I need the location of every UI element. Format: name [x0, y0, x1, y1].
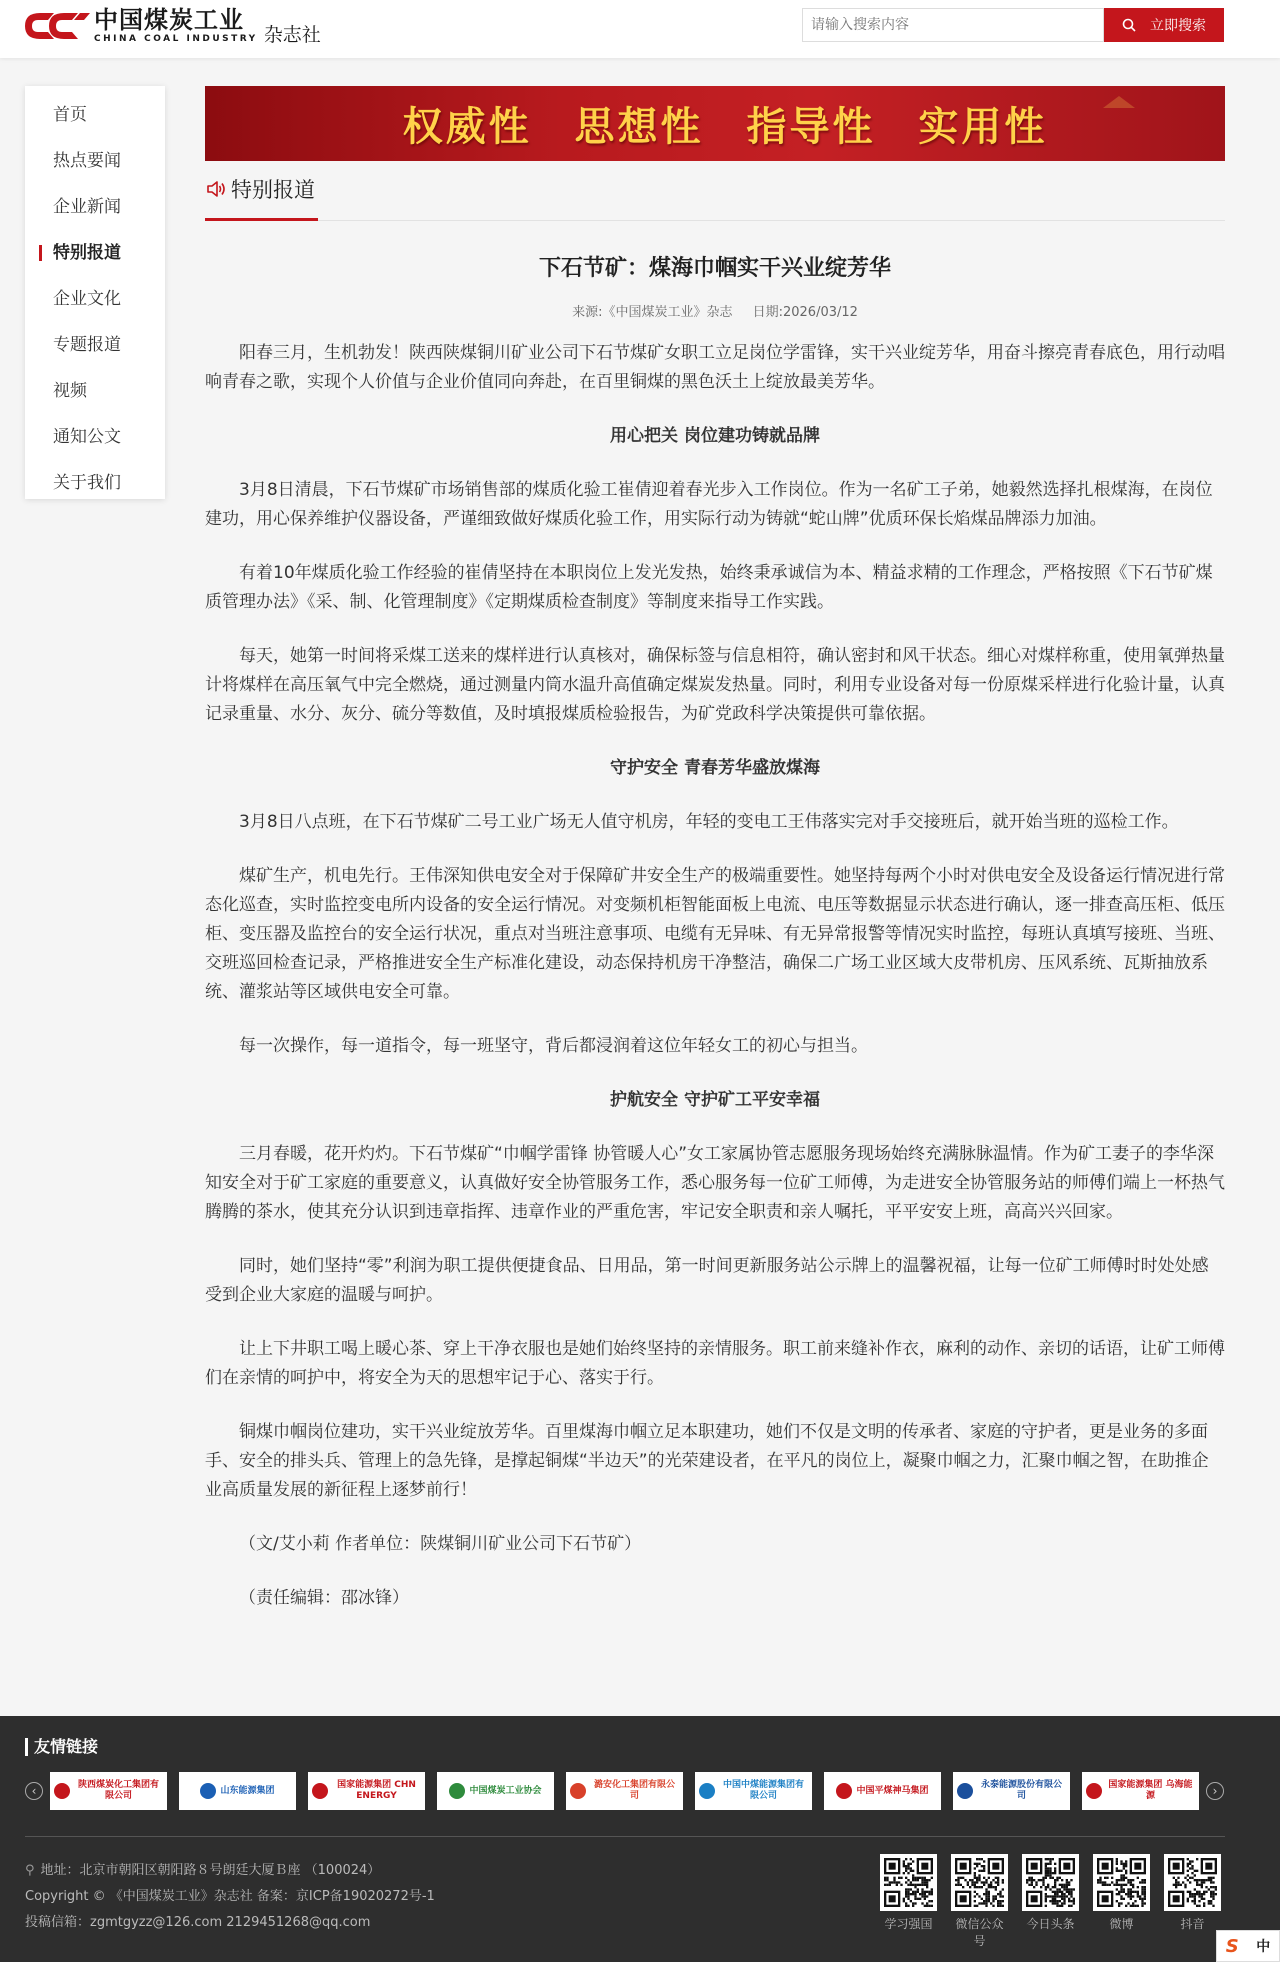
- qr-code-box: [951, 1854, 1008, 1911]
- main-content: [205, 86, 1225, 1638]
- partner-name: 国家能源集团 乌海能源: [1108, 1780, 1193, 1801]
- partner-name: 中国中煤能源集团有限公司: [722, 1780, 804, 1801]
- sidebar-item-hot-news[interactable]: 热点要闻: [53, 151, 121, 171]
- logo-mark-icon: [24, 9, 90, 43]
- section-title-label: 特别报道: [231, 177, 315, 202]
- sidebar-item-video[interactable]: 视频: [53, 381, 87, 401]
- article-subheading: 护航安全 守护矿工平安幸福: [610, 1090, 820, 1110]
- partner-name: 中国平煤神马集团: [856, 1785, 929, 1796]
- qr-code-icon: [1168, 1858, 1217, 1907]
- article-source: 来源:《中国煤炭工业》杂志: [572, 305, 733, 320]
- partner-name: 山东能源集团: [220, 1785, 275, 1796]
- article-date: 日期:2026/03/12: [752, 305, 858, 320]
- footer-divider: [25, 1836, 1225, 1837]
- partner-link[interactable]: [824, 1772, 941, 1810]
- article-subheading: 守护安全 青春芳华盛放煤海: [610, 758, 820, 778]
- qr-code-label: 今日头条: [1026, 1917, 1075, 1931]
- qr-code-label: 抖音: [1180, 1917, 1205, 1931]
- article-paragraph: （文/艾小莉 作者单位：陕煤铜川矿业公司下石节矿）: [239, 1534, 642, 1554]
- sidebar-item-enterprise-news[interactable]: 企业新闻: [53, 197, 121, 217]
- article-body: [205, 339, 1225, 1613]
- partner-name: 陕西煤炭化工集团有限公司: [77, 1780, 159, 1801]
- partner-logo-icon: [54, 1783, 70, 1799]
- partner-logo-icon: [957, 1783, 973, 1799]
- friend-links-title: 友情链接: [25, 1738, 98, 1756]
- partner-name: 潞安化工集团有限公司: [593, 1780, 675, 1801]
- sidebar-item-special-report[interactable]: 特别报道: [25, 230, 165, 276]
- article-paragraph: 煤矿生产，机电先行。王伟深知供电安全对于保障矿井安全生产的极端重要性。她坚持每两个小时对供电安全及设备运行情况进行常态化巡查，实时监控变电所内设备的安全运行情况。对变频机柜智能面板上电流、电压等数据显示状态进行确认，逐一排查高压柜、低压柜、变压器及监控台的安全运行状况，重点对当班注意事项、电缆有无异味、有无异常报警等情况实时监控，每班认真填写接班、当班、交班巡回检查记录，严格推进安全生产标准化建设，动态保持机房干净整洁，确保二广场工业区域大皮带机房、压风系统、瓦斯抽放系统、灌浆站等区域供电安全可靠。: [205, 866, 1225, 1002]
- article-paragraph: 让上下井职工喝上暖心茶、穿上干净衣服也是她们始终坚持的亲情服务。职工前来缝补作衣，麻利的动作、亲切的话语，让矿工师傅们在亲情的呵护中，将安全为天的思想牢记于心、落实于行。: [205, 1339, 1225, 1388]
- search-input[interactable]: [802, 8, 1104, 42]
- partner-logo-icon: [1086, 1783, 1102, 1799]
- qr-code-icon: [1097, 1858, 1146, 1907]
- partner-link[interactable]: [695, 1772, 812, 1810]
- partner-link[interactable]: [50, 1772, 167, 1810]
- search-button[interactable]: [1104, 8, 1224, 42]
- qr-code-box: [1093, 1854, 1150, 1911]
- qr-code-box: [880, 1854, 937, 1911]
- sidebar-item-culture[interactable]: 企业文化: [53, 289, 121, 309]
- sidebar-item-home[interactable]: 首页: [53, 105, 87, 125]
- article-title: 下石节矿：煤海巾帼实干兴业绽芳华: [538, 256, 891, 281]
- partner-logo-icon: [449, 1783, 465, 1799]
- qr-code-item[interactable]: [880, 1854, 937, 1949]
- floating-badge-label: 中: [1256, 1939, 1271, 1955]
- footer-address: 地址：北京市朝阳区朝阳路８号朗廷大厦Ｂ座 （100024）: [40, 1863, 381, 1878]
- sidebar-item-topics[interactable]: 专题报道: [53, 335, 121, 355]
- partner-links: [50, 1772, 1199, 1810]
- partner-logo-icon: [699, 1783, 715, 1799]
- qr-code-item[interactable]: [1093, 1854, 1150, 1949]
- site-header: [0, 0, 1280, 58]
- sogou-icon: S: [1225, 1935, 1239, 1957]
- partner-logo-icon: [570, 1783, 586, 1799]
- partner-logo-icon: [200, 1783, 216, 1799]
- qr-code-item[interactable]: [1022, 1854, 1079, 1949]
- speaker-icon: [205, 178, 227, 200]
- qr-code-label: 微信公众号: [955, 1917, 1004, 1948]
- partner-link[interactable]: [953, 1772, 1070, 1810]
- logo-english: CHINA COAL INDUSTRY: [94, 34, 258, 44]
- section-header: [205, 161, 1225, 221]
- article-paragraph: 有着10年煤质化验工作经验的崔倩坚持在本职岗位上发光发热，始终秉承诚信为本、精益求精的工作理念，严格按照《下石节矿煤质管理办法》《采、制、化管理制度》《定期煤质检查制度》等制度来指导工作实践。: [205, 563, 1213, 612]
- footer-email: 投稿信箱：zgmtgyzz@126.com 2129451268@qq.com: [25, 1915, 371, 1930]
- floating-badge[interactable]: [1216, 1930, 1280, 1962]
- chevron-left-icon[interactable]: ‹: [25, 1782, 43, 1800]
- article-paragraph: （责任编辑：邵冰锋）: [239, 1588, 409, 1608]
- partner-link[interactable]: [566, 1772, 683, 1810]
- search-button-label: 立即搜索: [1150, 18, 1206, 34]
- qr-code-icon: [955, 1858, 1004, 1907]
- article-paragraph: 阳春三月，生机勃发！陕西陕煤铜川矿业公司下石节煤矿女职工立足岗位学雷锋，实干兴业绽芳华，用奋斗擦亮青春底色，用行动唱响青春之歌，实现个人价值与企业价值同向奔赴，在百里铜煤的黑色沃土上绽放最美芳华。: [205, 343, 1225, 392]
- slogan-banner: [205, 86, 1225, 161]
- article-paragraph: 铜煤巾帼岗位建功，实干兴业绽放芳华。百里煤海巾帼立足本职建功，她们不仅是文明的传承者、家庭的守护者，更是业务的多面手、安全的排头兵、管理上的急先锋，是撑起铜煤“半边天”的光荣建设者，在平凡的岗位上，凝聚巾帼之力，汇聚巾帼之智，在助推企业高质量发展的新征程上逐梦前行！: [205, 1422, 1209, 1500]
- logo-text: [94, 7, 258, 45]
- article-paragraph: 每一次操作，每一道指令，每一班坚守，背后都浸润着这位年轻女工的初心与担当。: [239, 1036, 868, 1056]
- qr-code-box: [1164, 1854, 1221, 1911]
- article-paragraph: 同时，她们坚持“零”利润为职工提供便捷食品、日用品，第一时间更新服务站公示牌上的温馨祝福，让每一位矿工师傅时时处处感受到企业大家庭的温暖与呵护。: [205, 1256, 1209, 1305]
- qr-code-list: [880, 1854, 1221, 1949]
- article-subheading: 用心把关 岗位建功铸就品牌: [610, 426, 820, 446]
- partner-logo-icon: [312, 1783, 328, 1799]
- article-paragraph: 3月8日八点班，在下石节煤矿二号工业广场无人值守机房，年轻的变电工王伟落实完对手交接班后，就开始当班的巡检工作。: [239, 812, 1179, 832]
- qr-code-item[interactable]: [951, 1854, 1008, 1949]
- partner-logo-icon: [836, 1783, 852, 1799]
- chevron-right-icon[interactable]: ›: [1206, 1782, 1224, 1800]
- footer-info: [25, 1858, 435, 1936]
- site-footer: [0, 1716, 1280, 1962]
- qr-code-icon: [1026, 1858, 1075, 1907]
- qr-code-label: 微博: [1109, 1917, 1134, 1931]
- qr-code-item[interactable]: [1164, 1854, 1221, 1949]
- sidebar-nav: [25, 86, 165, 499]
- search-icon: [1122, 18, 1136, 32]
- footer-copyright: Copyright © 《中国煤炭工业》杂志社 备案：京ICP备19020272号-1: [25, 1889, 435, 1904]
- logo-suffix: 杂志社: [263, 23, 321, 46]
- partner-name: 永泰能源股份有限公司: [980, 1780, 1062, 1801]
- site-logo[interactable]: [24, 6, 321, 46]
- banner-text: 权威性 思想性 指导性 实用性: [402, 103, 1048, 150]
- article-paragraph: 三月春暖，花开灼灼。下石节煤矿“巾帼学雷锋 协管暖人心”女工家属协管志愿服务现场始终充满脉脉温情。作为矿工妻子的李华深知安全对于矿工家庭的重要意义，认真做好安全协管服务工作，悉心服务每一位矿工师傅，为走进安全协管服务站的师傅们端上一杯热气腾腾的茶水，使其充分认识到违章指挥、违章作业的严重危害，牢记安全职责和亲人嘱托，平平安安上班，高高兴兴回家。: [205, 1144, 1225, 1222]
- article-paragraph: 3月8日清晨，下石节煤矿市场销售部的煤质化验工崔倩迎着春光步入工作岗位。作为一名矿工子弟，她毅然选择扎根煤海，在岗位建功，用心保养维护仪器设备，严谨细致做好煤质化验工作，用实际行动为铸就“蛇山牌”优质环保长焰煤品牌添力加油。: [205, 480, 1213, 529]
- partner-name: 中国煤炭工业协会: [469, 1785, 542, 1796]
- partner-name: 国家能源集团 CHN ENERGY: [337, 1780, 416, 1801]
- article-paragraph: 每天，她第一时间将采煤工送来的煤样进行认真核对，确保标签与信息相符，确认密封和风干状态。细心对煤样称重，使用氧弹热量计将煤样在高压氧气中完全燃烧，通过测量内筒水温升高值确定煤炭发热量。同时，利用专业设备对每一份原煤采样进行化验计量，认真记录重量、水分、灰分、硫分等数值，及时填报煤质检验报告，为矿党政科学决策提供可靠依据。: [205, 646, 1225, 724]
- qr-code-box: [1022, 1854, 1079, 1911]
- qr-code-label: 学习强国: [884, 1917, 933, 1931]
- sidebar-item-notices[interactable]: 通知公文: [53, 427, 121, 447]
- partner-link[interactable]: [437, 1772, 554, 1810]
- partner-link[interactable]: [308, 1772, 425, 1810]
- location-pin-icon: ⚲: [25, 1863, 35, 1878]
- article-meta: [205, 301, 1225, 321]
- partner-link[interactable]: [179, 1772, 296, 1810]
- logo-chinese: 中国煤炭工业: [94, 5, 244, 34]
- qr-code-icon: [884, 1858, 933, 1907]
- partner-link[interactable]: [1082, 1772, 1199, 1810]
- sidebar-item-about[interactable]: 关于我们: [53, 473, 121, 493]
- section-title: [205, 161, 318, 221]
